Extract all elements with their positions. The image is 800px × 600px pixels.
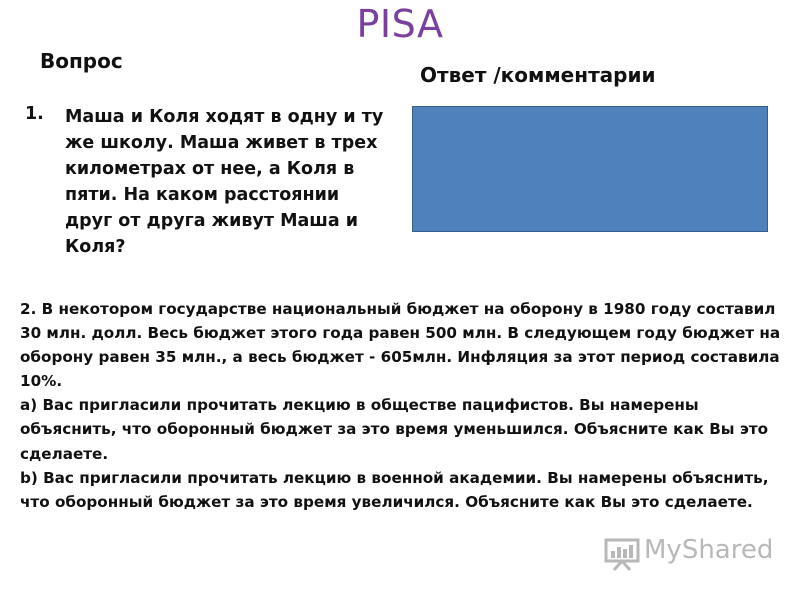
presentation-board-icon [604, 537, 640, 571]
watermark [604, 533, 774, 575]
question-1-text: Маша и Коля ходят в одну и ту же школу. Маша живет в трех километрах от нее, а Коля в пяти. На каком расстоянии друг от друга живут Маша и Коля? [65, 107, 384, 257]
answer-heading: Ответ /комментарии [420, 63, 656, 87]
question-heading: Вопрос [40, 49, 123, 73]
question-2 [20, 297, 792, 514]
question-2-part-a: а) Вас пригласили прочитать лекцию в обществе пацифистов. Вы намерены объяснить, что оборонный бюджет за это время уменьшился. Объясните как Вы это сделаете. [20, 396, 769, 463]
question-2-text: 2. В некотором государстве национальный бюджет на оборону в 1980 году составил 30 млн. долл. Весь бюджет этого года равен 500 млн. В следующем году бюджет на оборону равен 35 млн., а весь бюджет - 605млн. Инфляция за этот период составила 10%. [20, 300, 781, 391]
question-2-part-b: b) Вас пригласили прочитать лекцию в военной академии. Вы намерены объяснить, что оборонный бюджет за это время увеличился. Объясните как Вы это сделаете. [20, 468, 769, 511]
question-1-number: 1. [25, 104, 44, 124]
answer-box [412, 106, 768, 232]
watermark-text: MyShared [644, 535, 774, 565]
slide-title: PISA [356, 2, 444, 46]
